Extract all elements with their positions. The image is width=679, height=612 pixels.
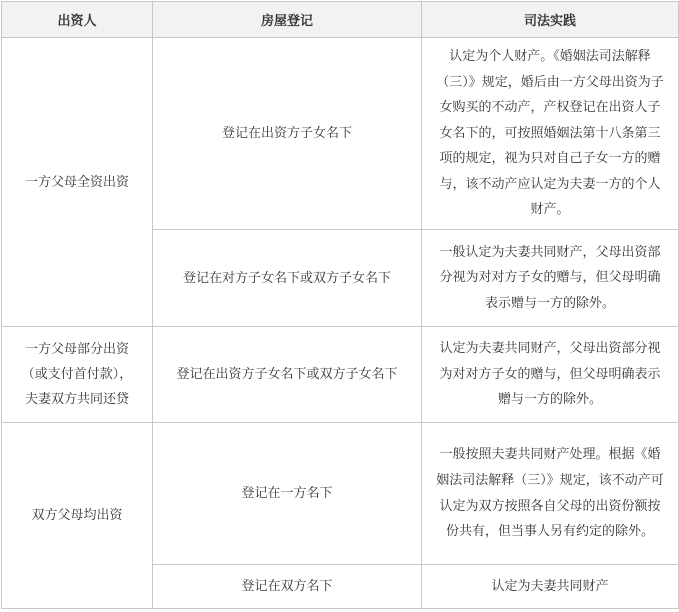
practice-text: 一般认定为夫妻共同财产，父母出资部分视为对对方子女的赠与，但父母明确表示赠与一方的除外。 <box>439 244 661 311</box>
registration-cell: 登记在一方名下 <box>153 423 422 565</box>
practice-cell <box>422 423 679 565</box>
registration-cell: 登记在双方名下 <box>153 565 422 609</box>
registration-cell: 登记在对方子女名下或双方子女名下 <box>153 230 422 327</box>
property-ownership-table <box>1 1 679 609</box>
practice-text: 认定为夫妻共同财产 <box>491 578 609 594</box>
funder-cell: 一方父母全资出资 <box>2 38 153 327</box>
header-registration: 房屋登记 <box>153 2 422 38</box>
header-practice: 司法实践 <box>422 2 679 38</box>
table-header-row <box>2 2 679 38</box>
registration-cell: 登记在出资方子女名下 <box>153 38 422 230</box>
table-row <box>2 423 679 565</box>
funder-cell: 一方父母部分出资（或支付首付款），夫妻双方共同还贷 <box>2 327 153 423</box>
practice-cell <box>422 230 679 327</box>
practice-text: 认定为夫妻共同财产，父母出资部分视为对对方子女的赠与，但父母明确表示赠与一方的除外。 <box>439 341 661 408</box>
funder-cell: 双方父母均出资 <box>2 423 153 609</box>
practice-text: 一般按照夫妻共同财产处理。根据《婚姻法司法解释（三）》规定，该不动产可认定为双方按照各自父母的出资份额按份共有，但当事人另有约定的除外。 <box>436 447 664 540</box>
table-row <box>2 327 679 423</box>
registration-cell: 登记在出资方子女名下或双方子女名下 <box>153 327 422 423</box>
header-funder: 出资人 <box>2 2 153 38</box>
table-row <box>2 38 679 230</box>
practice-text: 认定为个人财产。《婚姻法司法解释（三）》规定，婚后由一方父母出资为子女购买的不动产，产权登记在出资人子女名下的，可按照婚姻法第十八条第三项的规定，视为只对自己子女一方的赠与，该不动产应认定为夫妻一方的个人财产。 <box>436 48 664 218</box>
practice-cell <box>422 565 679 609</box>
practice-cell <box>422 38 679 230</box>
practice-cell <box>422 327 679 423</box>
